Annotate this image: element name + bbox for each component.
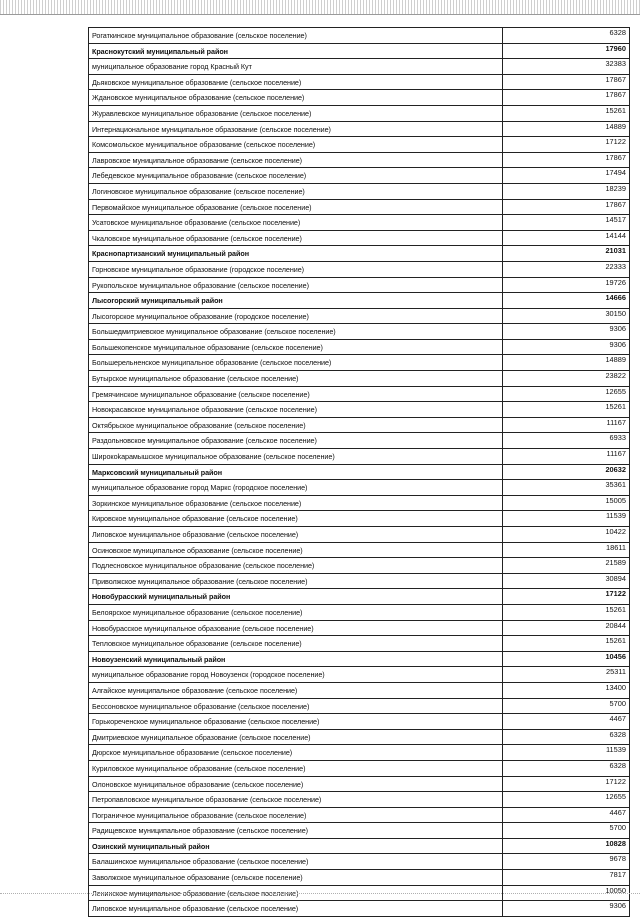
row-name: Зоркинское муниципальное образование (сельское поселение)	[89, 496, 503, 511]
table-row	[89, 106, 629, 122]
row-value: 14889	[605, 121, 626, 131]
row-name: Марксовский муниципальный район	[89, 465, 503, 480]
table-row	[89, 558, 629, 574]
row-value: 6328	[609, 729, 626, 739]
district-row	[89, 839, 629, 855]
row-value: 18611	[605, 542, 626, 552]
table-row	[89, 636, 629, 652]
row-value: 14889	[605, 355, 626, 365]
table-row	[89, 153, 629, 169]
row-name: Рукопольское муниципальное образование (сельское поселение)	[89, 278, 503, 293]
row-name: Краснокутский муниципальный район	[89, 44, 503, 59]
row-name: Радищевское муниципальное образование (сельское поселение)	[89, 823, 503, 838]
row-name: Кировское муниципальное образование (сельское поселение)	[89, 511, 503, 526]
table-row	[89, 574, 629, 590]
row-value: 11167	[606, 449, 626, 459]
row-name: муниципальное образование город Красный Кут	[89, 59, 503, 74]
row-value: 17494	[605, 168, 626, 178]
table-row	[89, 792, 629, 808]
row-name: Лысогорский муниципальный район	[89, 293, 503, 308]
table-row	[89, 449, 629, 465]
row-value: 21031	[605, 246, 626, 256]
row-name: Горькореченское муниципальное образование (сельское поселение)	[89, 714, 503, 729]
row-name: Дьяковское муниципальное образование (сельское поселение)	[89, 75, 503, 90]
table-row	[89, 418, 629, 434]
row-name: Белоярское муниципальное образование (сельское поселение)	[89, 605, 503, 620]
row-value: 9678	[609, 854, 626, 864]
row-name: Дмитриевское муниципальное образование (сельское поселение)	[89, 730, 503, 745]
row-name: Раздольновское муниципальное образование (сельское поселение)	[89, 433, 503, 448]
table-row	[89, 75, 629, 91]
row-name: Ждановское муниципальное образование (сельское поселение)	[89, 90, 503, 105]
row-name: муниципальное образование город Маркс (городское поселение)	[89, 480, 503, 495]
table-row	[89, 355, 629, 371]
row-value: 15261	[605, 105, 626, 115]
table-row	[89, 215, 629, 231]
row-name: Подлесновское муниципальное образование (сельское поселение)	[89, 558, 503, 573]
table-row	[89, 340, 629, 356]
row-name: Липовское муниципальное образование (сельское поселение)	[89, 901, 503, 916]
row-value: 15261	[605, 604, 626, 614]
row-value: 21589	[605, 558, 626, 568]
district-row	[89, 652, 629, 668]
row-value: 6328	[609, 760, 626, 770]
row-value: 32383	[605, 59, 626, 69]
row-name: Заволжское муниципальное образование (сельское поселение)	[89, 870, 503, 885]
row-value: 9306	[609, 901, 626, 911]
row-value: 20632	[605, 464, 626, 474]
row-value: 11539	[605, 511, 626, 521]
table-row	[89, 168, 629, 184]
row-name: Тепловское муниципальное образование (сельское поселение)	[89, 636, 503, 651]
row-value: 6328	[609, 28, 626, 37]
table-row	[89, 761, 629, 777]
row-name: Озинский муниципальный район	[89, 839, 503, 854]
row-name: Интернациональное муниципальное образование (сельское поселение)	[89, 122, 503, 137]
row-name: Логиновское муниципальное образование (сельское поселение)	[89, 184, 503, 199]
row-value: 35361	[605, 480, 626, 490]
row-name: Приволжское муниципальное образование (сельское поселение)	[89, 574, 503, 589]
row-value: 17867	[605, 90, 626, 100]
row-name: Бутырское муниципальное образование (сельское поселение)	[89, 371, 503, 386]
row-name: Лысогорское муниципальное образование (городское поселение)	[89, 309, 503, 324]
row-name: Петропавловское муниципальное образование (сельское поселение)	[89, 792, 503, 807]
row-value: 22333	[605, 261, 626, 271]
table-row	[89, 823, 629, 839]
scan-top-edge	[0, 0, 640, 15]
district-row	[89, 246, 629, 262]
row-name: Большерельненское муниципальное образование (сельское поселение)	[89, 355, 503, 370]
row-value: 30150	[605, 308, 626, 318]
row-value: 18239	[605, 183, 626, 193]
row-name: Новобурасский муниципальный район	[89, 589, 503, 604]
row-name: Олоновское муниципальное образование (сельское поселение)	[89, 777, 503, 792]
table-row	[89, 184, 629, 200]
table-row	[89, 714, 629, 730]
row-name: Бессоновское муниципальное образование (сельское поселение)	[89, 699, 503, 714]
row-name: Горновское муниципальное образование (городское поселение)	[89, 262, 503, 277]
row-name: Журавлевское муниципальное образование (сельское поселение)	[89, 106, 503, 121]
row-name: Алгайское муниципальное образование (сельское поселение)	[89, 683, 503, 698]
district-row	[89, 465, 629, 481]
row-name: Чкаловское муниципальное образование (сельское поселение)	[89, 231, 503, 246]
table-row	[89, 278, 629, 294]
district-row	[89, 293, 629, 309]
table-row	[89, 28, 629, 44]
row-value: 17867	[605, 74, 626, 84]
row-name: Усатовское муниципальное образование (сельское поселение)	[89, 215, 503, 230]
row-value: 11167	[606, 417, 626, 427]
table-row	[89, 480, 629, 496]
table-row	[89, 59, 629, 75]
table-row	[89, 200, 629, 216]
row-value: 12655	[605, 386, 626, 396]
row-value: 13400	[605, 682, 626, 692]
row-value: 6933	[609, 433, 626, 443]
row-value: 17122	[605, 137, 626, 147]
row-name: муниципальное образование город Новоузенск (городское поселение)	[89, 667, 503, 682]
scan-bottom-edge	[0, 893, 640, 894]
row-name: Пограничное муниципальное образование (сельское поселение)	[89, 808, 503, 823]
row-value: 12655	[605, 792, 626, 802]
table-row	[89, 683, 629, 699]
row-name: Широкоkарамышское муниципальное образование (сельское поселение)	[89, 449, 503, 464]
row-name: Рогаткинское муниципальное образование (сельское поселение)	[89, 28, 503, 43]
table-row	[89, 309, 629, 325]
table-row	[89, 231, 629, 247]
table-row	[89, 854, 629, 870]
row-value: 14666	[605, 293, 626, 303]
row-name: Балашинское муниципальное образование (сельское поселение)	[89, 854, 503, 869]
row-value: 5700	[609, 698, 626, 708]
row-value: 17960	[605, 43, 626, 53]
row-name: Новобурасское муниципальное образование (сельское поселение)	[89, 621, 503, 636]
row-value: 17122	[605, 589, 626, 599]
table-row	[89, 699, 629, 715]
row-name: Первомайское муниципальное образование (сельское поселение)	[89, 200, 503, 215]
table-row	[89, 371, 629, 387]
row-name: Лебедевское муниципальное образование (сельское поселение)	[89, 168, 503, 183]
table-row	[89, 511, 629, 527]
row-name: Липовское муниципальное образование (сельское поселение)	[89, 527, 503, 542]
table-row	[89, 870, 629, 886]
row-value: 20844	[605, 620, 626, 630]
row-value: 9306	[609, 339, 626, 349]
table-row	[89, 433, 629, 449]
table-row	[89, 122, 629, 138]
row-value: 10828	[605, 838, 626, 848]
table-row	[89, 745, 629, 761]
district-row	[89, 44, 629, 60]
table-row	[89, 777, 629, 793]
table-row	[89, 402, 629, 418]
table-row	[89, 496, 629, 512]
row-name: Гремячинское муниципальное образование (сельское поселение)	[89, 387, 503, 402]
row-value: 5700	[609, 823, 626, 833]
row-name: Ленинское муниципальное образование (сельское поселение)	[89, 886, 503, 901]
row-name: Куриловское муниципальное образование (сельское поселение)	[89, 761, 503, 776]
row-name: Краснопартизанский муниципальный район	[89, 246, 503, 261]
table-row	[89, 605, 629, 621]
row-name: Большедмитриевское муниципальное образование (сельское поселение)	[89, 324, 503, 339]
table-row	[89, 90, 629, 106]
row-name: Осиновское муниципальное образование (сельское поселение)	[89, 543, 503, 558]
table-row	[89, 808, 629, 824]
table-row	[89, 901, 629, 917]
row-value: 14144	[605, 230, 626, 240]
row-value: 10422	[605, 527, 626, 536]
table-row	[89, 324, 629, 340]
row-name: Дюрское муниципальное образование (сельское поселение)	[89, 745, 503, 760]
row-value: 10456	[605, 651, 626, 661]
row-value: 25311	[605, 667, 626, 677]
row-value: 10050	[605, 885, 626, 895]
row-value: 17867	[605, 152, 626, 162]
data-table	[88, 27, 630, 917]
row-name: Большекопенское муниципальное образование (сельское поселение)	[89, 340, 503, 355]
row-value: 7817	[609, 870, 626, 880]
table-row	[89, 527, 629, 543]
row-value: 15261	[605, 636, 626, 646]
row-name: Новокрасавское муниципальное образование (сельское поселение)	[89, 402, 503, 417]
row-name: Комсомольское муниципальное образование (сельское поселение)	[89, 137, 503, 152]
row-value: 23822	[605, 371, 626, 381]
row-value: 14517	[605, 215, 626, 225]
table-row	[89, 730, 629, 746]
row-value: 19726	[605, 277, 626, 287]
row-name: Лавровское муниципальное образование (сельское поселение)	[89, 153, 503, 168]
row-name: Новоузенский муниципальный район	[89, 652, 503, 667]
table-row	[89, 137, 629, 153]
table-row	[89, 621, 629, 637]
row-value: 15261	[605, 402, 626, 412]
row-value: 17122	[605, 776, 626, 786]
row-name: Октябрьское муниципальное образование (сельское поселение)	[89, 418, 503, 433]
row-value: 17867	[605, 199, 626, 209]
row-value: 15005	[605, 495, 626, 505]
row-value: 11539	[605, 745, 626, 755]
row-value: 9306	[609, 324, 626, 334]
table-row	[89, 387, 629, 403]
row-value: 4467	[609, 807, 626, 817]
table-row	[89, 667, 629, 683]
row-value: 30894	[605, 573, 626, 583]
table-row	[89, 262, 629, 278]
table-row	[89, 543, 629, 559]
district-row	[89, 589, 629, 605]
row-value: 4467	[609, 714, 626, 724]
